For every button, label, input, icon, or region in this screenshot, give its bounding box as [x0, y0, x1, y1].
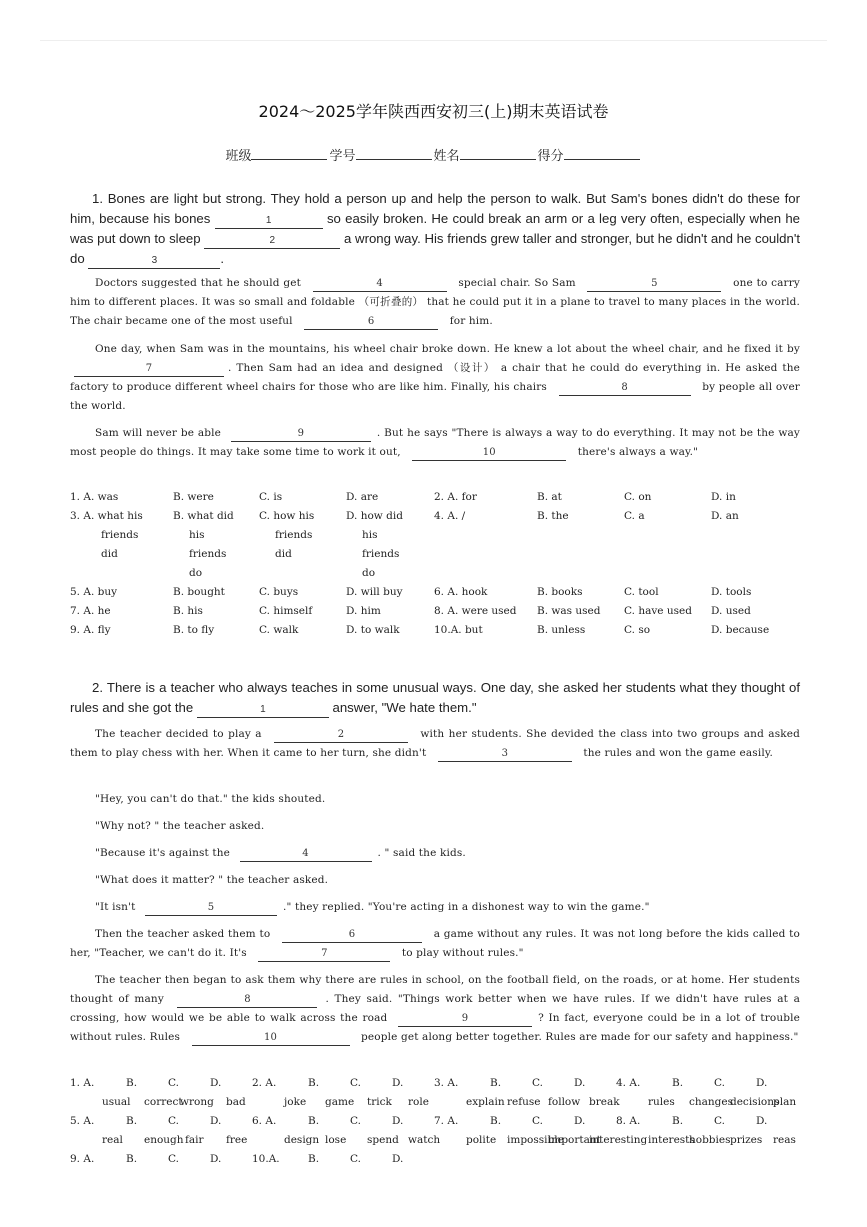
option-q3-b[interactable]: B. what did his friends do: [173, 510, 234, 579]
s2-opt-8c[interactable]: C.: [714, 1115, 725, 1127]
s2-opt-5b[interactable]: B.: [126, 1115, 138, 1127]
blank-7: 7: [74, 362, 224, 377]
s2-opt-7d[interactable]: D.: [574, 1115, 586, 1127]
option-q4-d[interactable]: D. an: [711, 510, 739, 522]
blank-9: 9: [231, 427, 371, 442]
blank-3: 3: [88, 254, 220, 269]
s2-opt-3a[interactable]: 3. A.: [434, 1077, 459, 1089]
option-q4-c[interactable]: C. a: [624, 510, 645, 522]
page-title: 2024～2025学年陕西西安初三(上)期末英语试卷: [258, 102, 609, 121]
option-q9-b[interactable]: B. to fly: [173, 624, 215, 636]
option-q10-a[interactable]: 10.A. but: [434, 624, 483, 636]
score-blank: [564, 147, 640, 160]
option-q8-c[interactable]: C. have used: [624, 605, 692, 617]
s2-options-labels-3: [70, 1150, 800, 1169]
s2-opt-1c[interactable]: C.: [168, 1077, 179, 1089]
option-q5-a[interactable]: 5. A. buy: [70, 586, 118, 598]
option-q6-c[interactable]: C. tool: [624, 586, 659, 598]
top-divider: [40, 40, 827, 41]
option-q1-b[interactable]: B. were: [173, 491, 214, 503]
s2-opt-3c[interactable]: C.: [532, 1077, 543, 1089]
s1-intro-paragraph: 1. Bones are light but strong. They hold a person up and help the person to walk. But Sam's bones didn't do these for him, because his bones 1 so easily broken. He could break an arm or a leg very often, especially when he was put down to sleep 2 a wrong way. His friends grew taller and stronger, but he didn't and he couldn't do 3 .: [70, 189, 800, 269]
s2-opt-9a[interactable]: 9. A.: [70, 1153, 95, 1165]
blank-1: 1: [215, 214, 323, 229]
option-q6-d[interactable]: D. tools: [711, 586, 752, 598]
s2-intro-paragraph: 2. There is a teacher who always teaches in some unusual ways. One day, she asked her students what they thought of rules and she got the 1 answer, "We hate them.": [70, 678, 800, 718]
s2-opt-1b[interactable]: B.: [126, 1077, 138, 1089]
s2-options-labels-1: [70, 1074, 800, 1093]
s2-opt-5d[interactable]: D.: [210, 1115, 222, 1127]
s2-blank-8: 8: [177, 993, 317, 1008]
option-q3-a[interactable]: 3. A. what his friends did: [70, 510, 143, 560]
option-q7-c[interactable]: C. himself: [259, 605, 313, 617]
option-q1-a[interactable]: 1. A. was: [70, 491, 119, 503]
s2-opt-7b[interactable]: B.: [490, 1115, 502, 1127]
s2-blank-7: 7: [258, 947, 390, 962]
option-q4-b[interactable]: B. the: [537, 510, 569, 522]
s2-opt-8d[interactable]: D.: [756, 1115, 768, 1127]
option-q2-b[interactable]: B. at: [537, 491, 562, 503]
s2-opt-2d[interactable]: D.: [392, 1077, 404, 1089]
s2-paragraph-3: Then the teacher asked them to 6 a game without any rules. It was not long before the kids called to her, "Teacher, we can't do it. It's 7 to play without rules.": [70, 925, 800, 963]
blank-4: 4: [313, 277, 447, 292]
s2-line-4: "What does it matter? " the teacher asked.: [95, 874, 329, 886]
blank-5: 5: [587, 277, 721, 292]
s2-opt-8a[interactable]: 8. A.: [616, 1115, 641, 1127]
option-q3-c[interactable]: C. how his friends did: [259, 510, 315, 560]
s2-opt-7a[interactable]: 7. A.: [434, 1115, 459, 1127]
student-info-line: [0, 145, 867, 164]
option-q7-a[interactable]: 7. A. he: [70, 605, 111, 617]
blank-10: 10: [412, 446, 566, 461]
number-blank: [356, 147, 432, 160]
s2-opt-6a[interactable]: 6. A.: [252, 1115, 277, 1127]
name-blank: [460, 147, 536, 160]
option-q8-b[interactable]: B. was used: [537, 605, 601, 617]
name-label: 姓名: [433, 149, 460, 164]
option-q7-b[interactable]: B. his: [173, 605, 203, 617]
s2-opt-10d[interactable]: D.: [392, 1153, 404, 1165]
option-q10-c[interactable]: C. so: [624, 624, 651, 636]
s2-opt-2b[interactable]: B.: [308, 1077, 320, 1089]
s2-blank-5: 5: [145, 901, 277, 916]
s2-opt-10a[interactable]: 10.A.: [252, 1153, 280, 1165]
s2-opt-5a[interactable]: 5. A.: [70, 1115, 95, 1127]
s2-opt-6c[interactable]: C.: [350, 1115, 361, 1127]
option-q4-a[interactable]: 4. A. /: [434, 510, 466, 522]
s2-blank-4: 4: [240, 847, 372, 862]
option-q8-a[interactable]: 8. A. were used: [434, 605, 517, 617]
s2-opt-6b[interactable]: B.: [308, 1115, 320, 1127]
s2-opt-7c[interactable]: C.: [532, 1115, 543, 1127]
s2-opt-6d[interactable]: D.: [392, 1115, 404, 1127]
s1-options-row-3: [70, 583, 800, 602]
s1-options-row-1: [70, 488, 800, 507]
option-q9-d[interactable]: D. to walk: [346, 624, 400, 636]
s2-opt-9d[interactable]: D.: [210, 1153, 222, 1165]
s1-options-row-5: [70, 621, 800, 640]
s2-line-3: "Because it's against the 4 . " said the kids.: [70, 844, 800, 863]
s2-opt-2c[interactable]: C.: [350, 1077, 361, 1089]
s2-blank-6: 6: [282, 928, 422, 943]
s2-line-5: "It isn't 5 ." they replied. "You're acting in a dishonest way to win the game.": [70, 898, 800, 917]
option-q6-b[interactable]: B. books: [537, 586, 583, 598]
s2-blank-1: 1: [197, 703, 329, 718]
class-label: 班级: [225, 149, 252, 164]
option-q9-a[interactable]: 9. A. fly: [70, 624, 111, 636]
number-label: 学号: [329, 149, 356, 164]
s2-opt-4b[interactable]: B.: [672, 1077, 684, 1089]
s2-opt-4d[interactable]: D.: [756, 1077, 768, 1089]
s2-blank-9: 9: [398, 1012, 532, 1027]
option-q1-d[interactable]: D. are: [346, 491, 379, 503]
s2-opt-3b[interactable]: B.: [490, 1077, 502, 1089]
option-q2-c[interactable]: C. on: [624, 491, 652, 503]
score-label: 得分: [537, 149, 564, 164]
s2-opt-9b[interactable]: B.: [126, 1153, 138, 1165]
s2-opt-5c[interactable]: C.: [168, 1115, 179, 1127]
s2-opt-4c[interactable]: C.: [714, 1077, 725, 1089]
s2-line-2: "Why not? " the teacher asked.: [95, 820, 265, 832]
s1-paragraph-4: Sam will never be able 9 . But he says "There is always a way to do everything. It may not be the way most people do things. It may take some time to work it out, 10 there's always a way.": [70, 424, 800, 462]
s2-opt-1a[interactable]: 1. A.: [70, 1077, 95, 1089]
s2-opt-9c[interactable]: C.: [168, 1153, 179, 1165]
s2-opt-8b[interactable]: B.: [672, 1115, 684, 1127]
s1-paragraph-2: Doctors suggested that he should get 4 special chair. So Sam 5 one to carry him to different places. It was so small and foldable （可折叠的） that he could put it in a plane to travel to many places in the world. The chair became one of the most useful 6 for him.: [70, 274, 800, 331]
s2-blank-3: 3: [438, 747, 572, 762]
s2-opt-3d[interactable]: D.: [574, 1077, 586, 1089]
option-q8-d[interactable]: D. used: [711, 605, 751, 617]
s2-paragraph-2: The teacher decided to play a 2 with her students. She devided the class into two groups and asked them to play chess with her. When it came to her turn, she didn't 3 the rules and won the game easily.: [70, 725, 800, 763]
s1-options-row-4: [70, 602, 800, 621]
s2-blank-10: 10: [192, 1031, 350, 1046]
option-q3-d[interactable]: D. how did his friends do: [346, 510, 403, 579]
s2-options-labels-2: [70, 1112, 800, 1131]
option-q9-c[interactable]: C. walk: [259, 624, 299, 636]
s2-options-words-1: usual correct wrong bad joke game trick role explain refuse follow break rules changes decisions plan: [102, 1096, 797, 1108]
option-q2-a[interactable]: 2. A. for: [434, 491, 477, 503]
option-q2-d[interactable]: D. in: [711, 491, 736, 503]
blank-2: 2: [204, 234, 340, 249]
s2-paragraph-4: The teacher then began to ask them why there are rules in school, on the football field, on the roads, or at home. Her students thought of many 8 . They said. "Things work better when we have rules. If we didn't have rules at a crossing, how would we be able to walk across the road 9 ? In fact, everyone could be in a lot of trouble without rules. Rules 10 people get along better together. Rules are made for our safety and happiness.": [70, 971, 800, 1047]
s2-opt-4a[interactable]: 4. A.: [616, 1077, 641, 1089]
s2-opt-10c[interactable]: C.: [350, 1153, 361, 1165]
s2-line-1: "Hey, you can't do that." the kids shouted.: [95, 793, 326, 805]
s2-opt-1d[interactable]: D.: [210, 1077, 222, 1089]
s2-blank-2: 2: [274, 728, 408, 743]
s2-opt-2a[interactable]: 2. A.: [252, 1077, 277, 1089]
option-q10-d[interactable]: D. because: [711, 624, 770, 636]
option-q5-c[interactable]: C. buys: [259, 586, 299, 598]
s2-opt-10b[interactable]: B.: [308, 1153, 320, 1165]
blank-8: 8: [559, 381, 691, 396]
option-q10-b[interactable]: B. unless: [537, 624, 586, 636]
option-q5-b[interactable]: B. bought: [173, 586, 225, 598]
s1-options-q4: [70, 507, 800, 526]
blank-6: 6: [304, 315, 438, 330]
option-q1-c[interactable]: C. is: [259, 491, 283, 503]
class-blank: [251, 147, 327, 160]
s1-paragraph-3: One day, when Sam was in the mountains, his wheel chair broke down. He knew a lot about the wheel chair, and he fixed it by 7 . Then Sam had an idea and designed （设计） a chair that he could do everything in. He asked the factory to produce different wheel chairs for those who are like him. Finally, his chairs 8 by people all over the world.: [70, 343, 800, 412]
s2-options-words-2: real enough fair free design lose spend watch polite impossible important interesting interests hobbies prizes reas: [102, 1134, 796, 1146]
option-q6-a[interactable]: 6. A. hook: [434, 586, 488, 598]
option-q5-d[interactable]: D. will buy: [346, 586, 403, 598]
option-q7-d[interactable]: D. him: [346, 605, 381, 617]
